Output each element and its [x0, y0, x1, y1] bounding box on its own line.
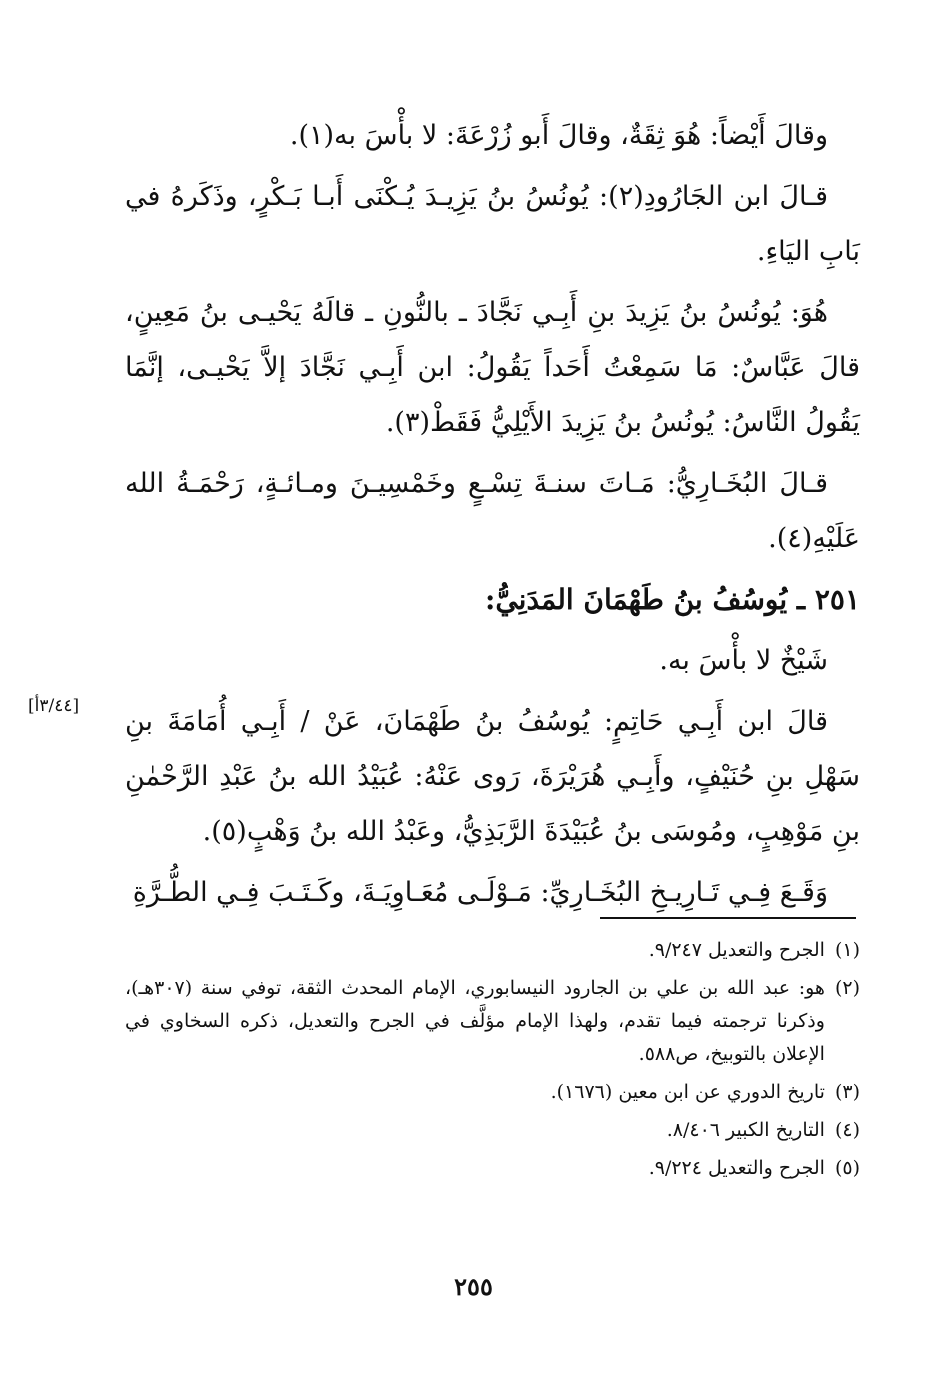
- footnote-number: (٤): [834, 1119, 860, 1141]
- footnotes: [125, 934, 860, 1190]
- footnote-text: الجرح والتعديل ٩/٢٤٧.: [648, 939, 825, 961]
- footnote-number: (٣): [834, 1081, 860, 1103]
- footnote-number: (١): [834, 939, 860, 961]
- paragraph: قالَ ابن أَبِـي حَاتِمٍ: يُوسُفُ بنُ طَهْمَانَ، عَنْ / أَبِـي أُمَامَةَ بنِ سَهْلِ بنِ حُنَيْفٍ، وأَبِـي هُرَيْرَةَ، رَوى عَنْهُ: عُبَيْدُ الله بنُ عَبْدِ الرَّحْمٰنِ بنِ مَوْهِبٍ، ومُوسَى بنُ عُبَيْدَةَ الرَّبَذِيُّ، وعَبْدُ الله بنُ وَهْبٍ(٥).: [125, 706, 860, 847]
- footnote-number: (٥): [834, 1157, 860, 1179]
- footnote-item: [125, 1114, 860, 1147]
- footnote-item: [125, 934, 860, 967]
- paragraph: وَقَـعَ فِـي تَـارِيـخِ البُخَـارِيِّ: مَـوْلَـى مُعَـاوِيَـةَ، وكَـتَـبَ فِـي الطُّـرَّةِ: [132, 877, 828, 908]
- footnote-separator: [600, 917, 856, 919]
- footnote-item: [125, 1152, 860, 1185]
- paragraph: وقالَ أَيْضاً: هُوَ ثِقَةٌ، وقالَ أَبو زُرْعَةَ: لا بأْسَ به(١).: [289, 120, 828, 151]
- footnote-item: [125, 972, 860, 1071]
- footnote-text: التاريخ الكبير ٨/٤٠٦.: [666, 1119, 825, 1141]
- page-number: ٢٥٥: [454, 1272, 493, 1301]
- entry-heading: ٢٥١ ـ يُوسُفُ بنُ طَهْمَانَ المَدَنِيُّ:: [484, 583, 860, 616]
- footnote-text: تاريخ الدوري عن ابن معين (١٦٧٦).: [550, 1081, 825, 1103]
- paragraph: قـالَ البُخَـارِيُّ: مَـاتَ سنـةَ تِسْـعٍ وخَمْسِيـنَ ومـائـةٍ، رَحْمَـةُ الله عَلَيْهِ(٤).: [125, 468, 860, 554]
- paragraph: هُوَ: يُونُسُ بنُ يَزِيدَ بنِ أَبِـي نَجَّادَ ـ بالنُّونِ ـ قالَهُ يَحْيـى بنُ مَعِينٍ، قالَ عَبَّاسٌ: مَا سَمِعْتُ أَحَداً يَقُولُ: ابن أَبِـي نَجَّادَ إلاَّ يَحْيـى، إنَّمَا يَقُولُ النَّاسُ: يُونُسُ بنُ يَزِيدَ الأَيْلِيُّ فَقَطْ(٣).: [125, 297, 860, 438]
- footnote-text: هو: عبد الله بن علي بن الجارود النيسابوري، الإمام المحدث الثقة، توفي سنة (٣٠٧هـ)، وذكرنا ترجمته فيما تقدم، ولهذا الإمام مؤلَّف في الجرح والتعديل، ذكره السخاوي في الإعلان بالتوبيخ، ص٥٨٨.: [125, 977, 825, 1065]
- paragraph: شَيْخٌ لا بأْسَ به.: [659, 645, 828, 676]
- main-text: [125, 108, 860, 926]
- footnote-item: [125, 1076, 860, 1109]
- manuscript-folio-note: [٣/٤٤أ]: [28, 696, 80, 716]
- footnote-number: (٢): [834, 977, 860, 999]
- footnote-text: الجرح والتعديل ٩/٢٢٤.: [648, 1157, 825, 1179]
- paragraph: قـالَ ابن الجَارُودِ(٢): يُونُسُ بنُ يَزِيـدَ يُـكْنَى أَبـا بَـكْرٍ، وذَكَرهُ في بَابِ اليَاءِ.: [125, 181, 860, 267]
